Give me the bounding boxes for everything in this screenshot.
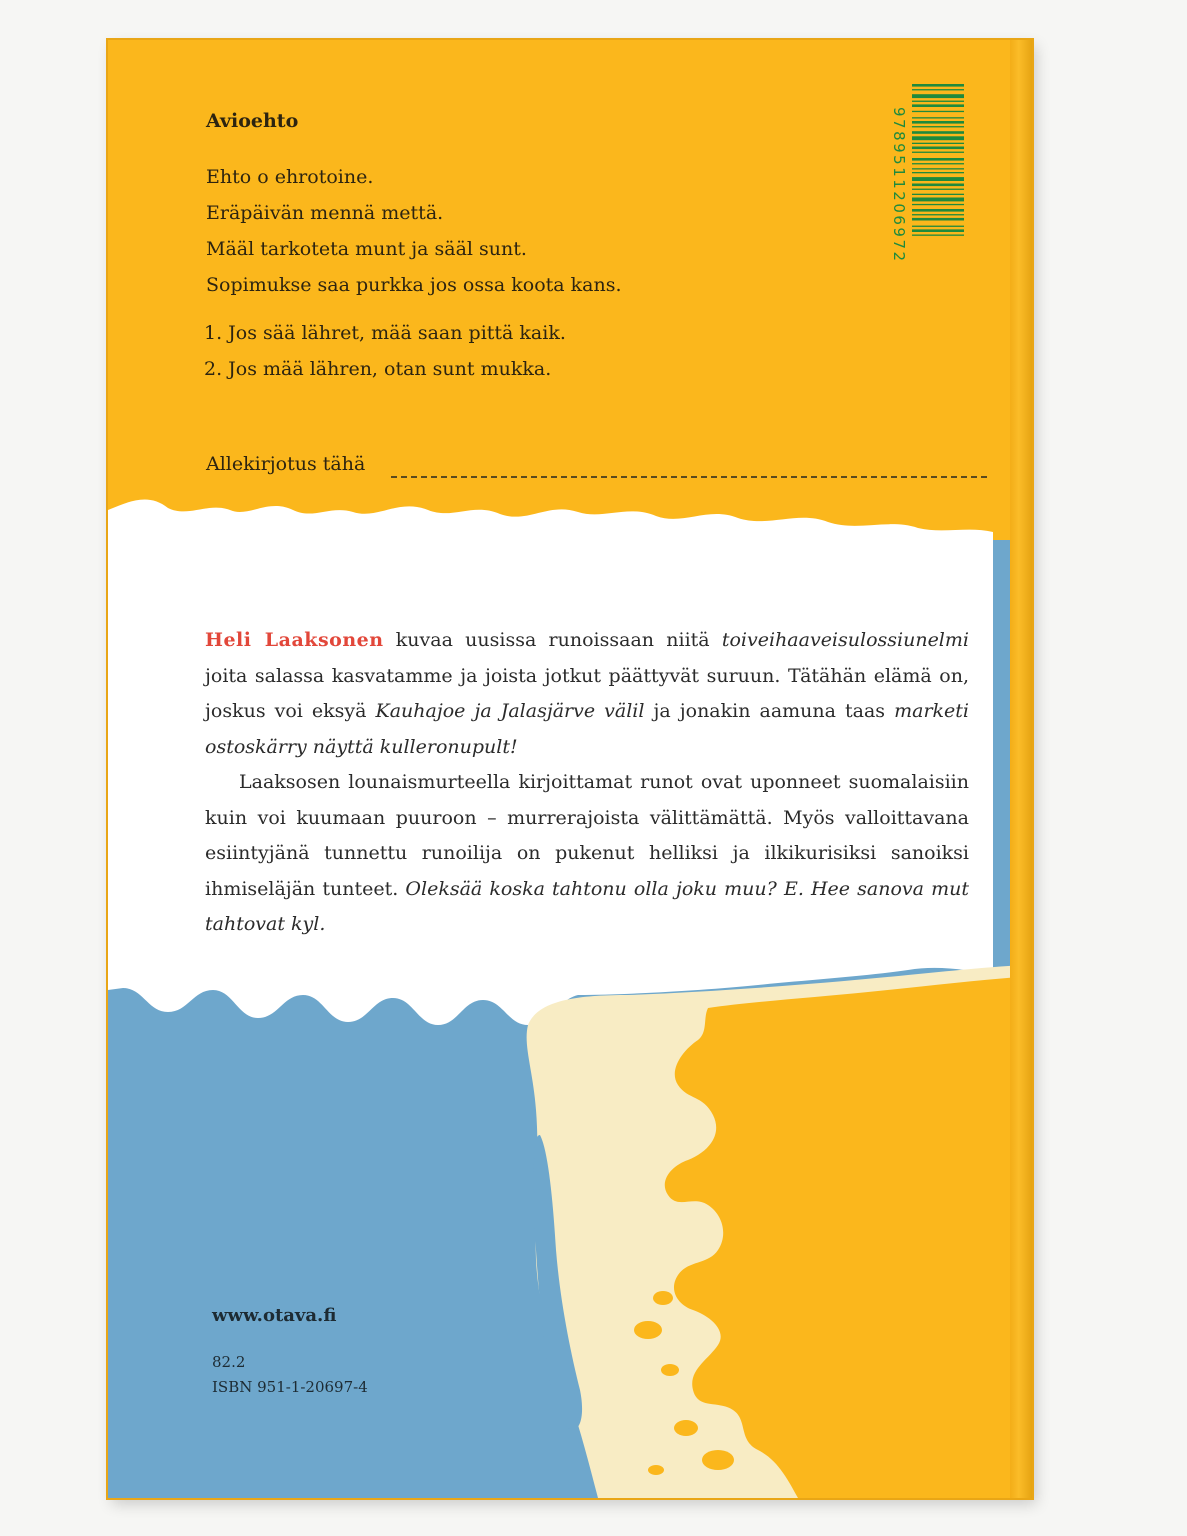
blurb-italic: Oleksää koska tahtonu olla joku muu? E. Hee sanova mut tahtovat kyl.	[205, 877, 969, 935]
barcode-bar	[912, 147, 964, 150]
barcode-bar	[912, 121, 964, 124]
barcode-bar	[912, 184, 964, 187]
barcode-bar	[912, 89, 964, 90]
blurb-italic: toiveihaaveisulossiunelmi	[721, 629, 969, 651]
poem-line: Eräpäivän mennä mettä.	[206, 202, 444, 224]
island	[634, 1321, 662, 1339]
poem-clause: 2. Jos mää lähren, otan sunt mukka.	[204, 358, 552, 380]
barcode-bar	[912, 104, 964, 107]
barcode-bar	[912, 152, 964, 153]
barcode-bar	[912, 189, 964, 190]
barcode-bar	[912, 158, 964, 161]
barcode-bar	[912, 101, 964, 102]
poem-title: Avioehto	[206, 110, 299, 132]
island	[653, 1291, 673, 1305]
blurb-italic: marketi ostoskärry näyttä kulleronupult!	[205, 700, 969, 758]
signature-label: Allekirjotus tähä	[206, 453, 366, 475]
barcode-bar	[912, 143, 964, 144]
library-class-code: 82.2	[212, 1353, 246, 1371]
poem-lines	[206, 159, 622, 303]
island	[674, 1420, 698, 1436]
blurb-text: kuvaa uusissa runoissaan niitä	[383, 629, 722, 651]
barcode-bar	[912, 226, 964, 227]
barcode-bar	[912, 117, 964, 118]
blurb-text: Laaksosen lounaismurteella kirjoittamat runot ovat uponneet suomalaisiin kuin voi kuumaan puuroon – murrerajoista välittämättä. Myös valloittavana esiintyjänä tunnettu runoilija on pukenut helliksi ja ilkikurisiksi sanoiksi ihmiseläjän tunteet.	[205, 771, 969, 900]
barcode-bar	[912, 126, 964, 127]
barcode-bar	[912, 214, 964, 215]
blurb-text: ja jonakin aamuna taas	[644, 700, 895, 722]
barcode-digits: 9789511206972	[890, 107, 908, 264]
barcode-bar	[912, 163, 964, 164]
barcode-bar	[912, 177, 964, 181]
book-blurb	[205, 623, 969, 943]
poem-line: Sopimukse saa purkka jos ossa koota kans.	[206, 274, 622, 296]
blurb-text: joita salassa kasvatamme ja joista jotkut päättyvät suruun. Tätähän elämä on, joskus voi eksyä	[205, 664, 969, 722]
poem-line: Määl tarkoteta munt ja sääl sunt.	[206, 238, 527, 260]
barcode-bar	[912, 131, 964, 134]
barcode-icon	[910, 82, 966, 289]
poem-clause: 1. Jos sää lähret, mää saan pittä kaik.	[204, 322, 566, 344]
barcode-bar	[912, 194, 964, 195]
barcode-bar	[912, 218, 964, 221]
island	[648, 1465, 664, 1475]
barcode-bar	[912, 172, 964, 173]
barcode-bar	[912, 229, 964, 232]
barcode-bar	[912, 198, 964, 202]
barcode-bar	[912, 204, 964, 205]
barcode-bar	[912, 94, 964, 98]
barcode-bar	[912, 84, 964, 87]
blurb-italic: Kauhajoe ja Jalasjärve välil	[375, 700, 645, 722]
island	[702, 1450, 734, 1470]
blurb-paragraph	[205, 765, 969, 943]
barcode-bar	[912, 136, 964, 140]
isbn: ISBN 951-1-20697-4	[212, 1378, 368, 1396]
spine-edge	[1010, 40, 1032, 1498]
publisher-website: www.otava.fi	[212, 1305, 337, 1326]
author-name: Heli Laaksonen	[205, 629, 384, 651]
poem-clauses	[204, 315, 566, 387]
barcode-bar	[912, 209, 964, 212]
barcode-bar	[912, 111, 964, 112]
poem-line: Ehto o ehrotoine.	[206, 166, 374, 188]
island	[661, 1364, 679, 1376]
blurb-paragraph	[205, 623, 969, 765]
barcode-bar	[912, 168, 964, 169]
book-back-cover	[108, 40, 1032, 1498]
barcode-bar	[912, 235, 964, 236]
signature-line	[391, 476, 987, 478]
